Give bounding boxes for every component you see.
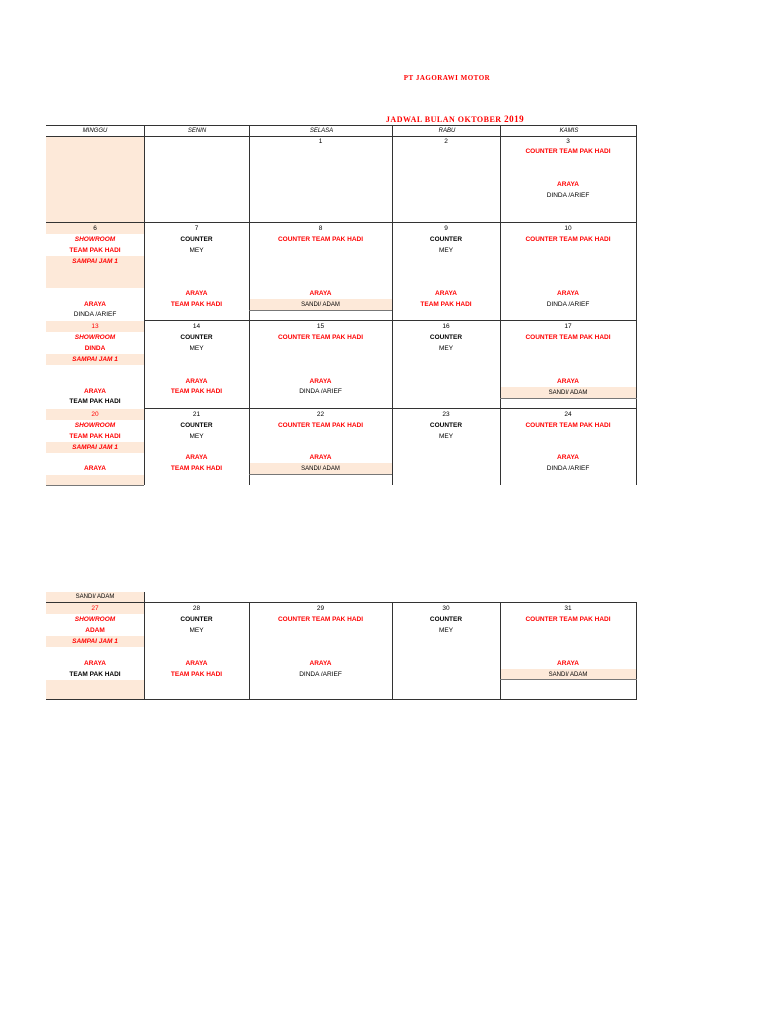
day-header: SENIN xyxy=(187,128,207,134)
shift-cell: SAMPAI JAM 1 xyxy=(72,638,118,645)
grid-line xyxy=(46,602,637,603)
minggu-shade-row xyxy=(46,475,144,485)
grid-line xyxy=(636,602,637,700)
shift-cell: SANDI/ ADAM xyxy=(548,672,588,678)
date-cell: 7 xyxy=(194,225,199,232)
grid-line xyxy=(249,474,392,475)
day-header: RABU xyxy=(438,128,456,134)
shift-cell: COUNTER TEAM PAK HADI xyxy=(525,422,611,429)
shift-cell: COUNTER xyxy=(180,236,213,243)
shift-cell: MEY xyxy=(189,345,204,352)
day-header: KAMIS xyxy=(559,128,579,134)
shift-cell: MEY xyxy=(438,433,454,440)
shift-cell: SHOWROOM xyxy=(74,334,116,341)
date-cell: 10 xyxy=(564,225,572,232)
shift-cell: COUNTER TEAM PAK HADI xyxy=(525,334,611,341)
day-header: SELASA xyxy=(309,128,334,134)
date-cell: 30 xyxy=(442,605,450,612)
shift-cell: COUNTER xyxy=(180,334,213,341)
shift-cell: ARAYA xyxy=(309,290,332,297)
shift-cell: ARAYA xyxy=(557,181,579,188)
shift-cell: COUNTER xyxy=(180,616,213,623)
date-cell: 6 xyxy=(93,225,97,232)
shift-cell: MEY xyxy=(438,247,454,254)
shift-cell: TEAM PAK HADI xyxy=(170,465,223,472)
shift-cell: TEAM PAK HADI xyxy=(69,671,121,678)
shift-cell: DINDA /ARIEF xyxy=(546,465,590,472)
grid-line xyxy=(500,398,637,399)
schedule-title xyxy=(71,114,768,124)
shift-cell: DINDA /ARIEF xyxy=(299,671,342,678)
grid-line xyxy=(249,222,250,485)
grid-line xyxy=(249,310,392,311)
grid-line xyxy=(144,408,637,409)
minggu-shade-row xyxy=(46,680,144,700)
shift-cell: SANDI/ ADAM xyxy=(301,466,340,472)
date-cell: 9 xyxy=(444,225,448,232)
grid-line xyxy=(46,485,144,486)
shift-cell: ARAYA xyxy=(309,378,332,385)
date-cell: 15 xyxy=(316,323,325,330)
shift-cell: COUNTER TEAM PAK HADI xyxy=(277,616,364,623)
date-cell: 2 xyxy=(444,138,448,145)
shift-cell: MEY xyxy=(189,247,204,254)
shift-cell: COUNTER TEAM PAK HADI xyxy=(525,236,611,243)
date-cell: 3 xyxy=(566,138,570,145)
shift-cell: DINDA /ARIEF xyxy=(546,192,590,199)
shift-cell: MEY xyxy=(438,627,454,634)
schedule-title-text: JADWAL BULAN OKTOBER xyxy=(385,115,502,124)
shift-cell: COUNTER TEAM PAK HADI xyxy=(525,616,611,623)
shift-cell: TEAM PAK HADI xyxy=(420,301,472,308)
shift-cell: COUNTER xyxy=(429,334,463,341)
date-cell: 29 xyxy=(316,605,325,612)
shift-cell: ARAYA xyxy=(557,290,579,297)
shift-cell: COUNTER xyxy=(429,422,463,429)
shift-cell: ARAYA xyxy=(84,660,106,667)
shift-cell: ARAYA xyxy=(309,454,332,461)
date-cell: 28 xyxy=(192,605,201,612)
shift-cell: MEY xyxy=(438,345,454,352)
shift-cell: ARAYA xyxy=(557,454,579,461)
schedule-year: 2019 xyxy=(504,114,525,124)
day-header-row xyxy=(46,125,637,137)
shift-cell: DINDA /ARIEF xyxy=(546,301,590,308)
shift-cell: DINDA xyxy=(84,345,106,352)
date-cell: 21 xyxy=(192,411,201,418)
shift-cell: COUNTER xyxy=(429,616,463,623)
shift-cell: ADAM xyxy=(85,627,105,634)
grid-line xyxy=(636,222,637,485)
date-cell: 22 xyxy=(316,411,325,418)
shift-cell: SAMPAI JAM 1 xyxy=(72,356,118,363)
shift-cell: TEAM PAK HADI xyxy=(170,388,223,395)
shift-cell: TEAM PAK HADI xyxy=(170,671,223,678)
date-cell: 23 xyxy=(442,411,450,418)
shift-cell: SHOWROOM xyxy=(74,236,116,243)
shift-cell: SHOWROOM xyxy=(74,616,116,623)
shift-cell: COUNTER xyxy=(429,236,463,243)
shift-cell: SANDI/ ADAM xyxy=(548,390,588,396)
grid-line xyxy=(144,125,145,222)
shift-cell: DINDA /ARIEF xyxy=(299,388,342,395)
shift-cell: SAMPAI JAM 1 xyxy=(72,258,118,265)
day-header: MINGGU xyxy=(82,128,108,134)
date-cell: 31 xyxy=(564,605,572,612)
shift-cell: COUNTER TEAM PAK HADI xyxy=(277,422,364,429)
shift-cell: SAMPAI JAM 1 xyxy=(72,444,118,451)
shift-cell: COUNTER xyxy=(180,422,213,429)
shift-cell: MEY xyxy=(189,627,204,634)
date-cell: 1 xyxy=(318,138,323,145)
date-cell: 24 xyxy=(564,411,572,418)
grid-line xyxy=(46,699,637,700)
date-cell: 8 xyxy=(318,225,323,232)
date-cell: 20 xyxy=(91,411,99,418)
shift-cell: ARAYA xyxy=(84,301,106,308)
shift-cell: ARAYA xyxy=(557,378,579,385)
grid-line xyxy=(46,222,637,223)
shift-cell: ARAYA xyxy=(557,660,579,667)
shift-cell: MEY xyxy=(189,433,204,440)
shift-cell: SANDI/ ADAM xyxy=(301,302,340,308)
shift-cell: COUNTER TEAM PAK HADI xyxy=(525,148,611,155)
date-cell: 13 xyxy=(91,323,99,330)
date-cell: 16 xyxy=(442,323,450,330)
shift-cell: TEAM PAK HADI xyxy=(69,398,121,405)
carry-over-cell: SANDI/ ADAM xyxy=(75,594,115,600)
shift-cell: ARAYA xyxy=(185,454,208,461)
date-cell: 17 xyxy=(564,323,572,330)
grid-line xyxy=(636,125,637,222)
shift-cell: ARAYA xyxy=(185,378,208,385)
shift-cell: COUNTER TEAM PAK HADI xyxy=(277,334,364,341)
shift-cell: TEAM PAK HADI xyxy=(69,433,121,440)
shift-cell: ARAYA xyxy=(84,465,106,472)
shift-cell: ARAYA xyxy=(185,290,208,297)
company-name: PT JAGORAWI MOTOR xyxy=(403,74,491,82)
grid-line xyxy=(144,320,637,321)
shift-cell: SHOWROOM xyxy=(74,422,116,429)
shift-cell: DINDA /ARIEF xyxy=(73,311,117,318)
minggu-shade-week1 xyxy=(46,136,144,222)
shift-cell: ARAYA xyxy=(435,290,457,297)
shift-cell: ARAYA xyxy=(84,388,106,395)
shift-cell: TEAM PAK HADI xyxy=(170,301,223,308)
grid-line xyxy=(500,222,501,485)
date-cell: 27 xyxy=(91,605,99,612)
shift-cell: ARAYA xyxy=(185,660,208,667)
shift-cell: ARAYA xyxy=(309,660,332,667)
shift-cell: COUNTER TEAM PAK HADI xyxy=(277,236,364,243)
date-cell: 14 xyxy=(192,323,201,330)
shift-cell: TEAM PAK HADI xyxy=(69,247,121,254)
